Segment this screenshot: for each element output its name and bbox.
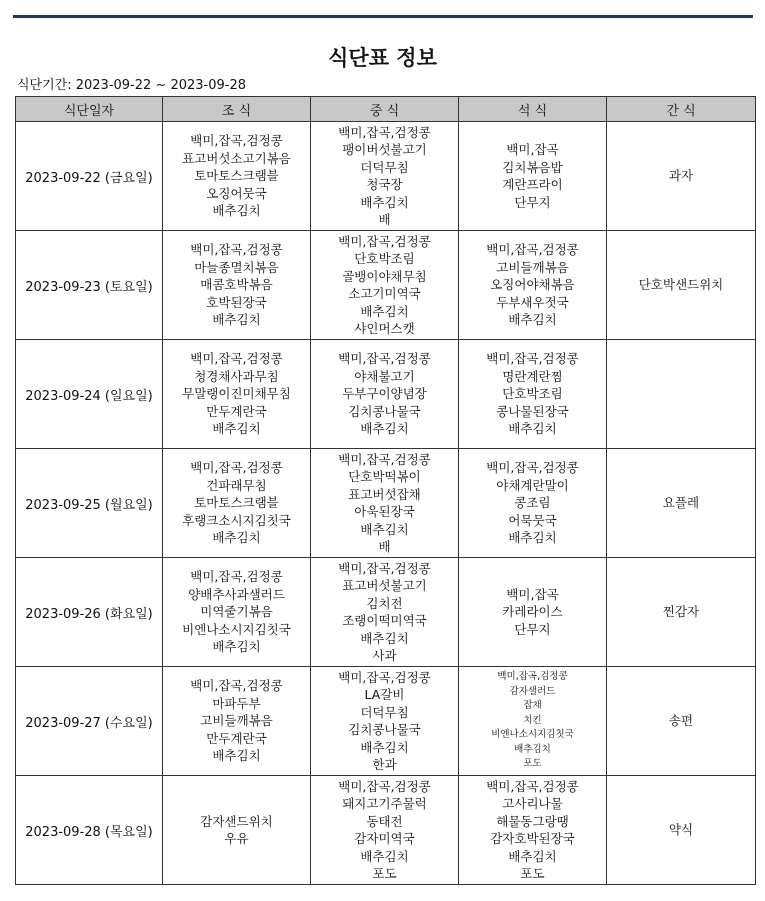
table-row [16, 231, 756, 340]
menu-item: 배추김치 [360, 630, 409, 646]
menu-item: 백미,잡곡,검정콩 [486, 460, 579, 476]
menu-item: 배추김치 [360, 303, 409, 319]
menu-item: 배추김치 [508, 421, 557, 437]
menu-item: 백미,잡곡,검정콩 [338, 560, 431, 576]
header-date: 식단일자 [16, 97, 163, 122]
menu-item: 비엔나소시지김칫국 [491, 729, 574, 741]
menu-item: 백미,잡곡,검정콩 [190, 133, 283, 149]
menu-item: 콩조림 [514, 495, 551, 511]
menu-item: 호박된장국 [206, 294, 267, 310]
menu-item: 토마토스크램블 [194, 168, 279, 184]
menu-item: 두부새우젓국 [496, 294, 569, 310]
menu-item: 백미,잡곡,검정콩 [338, 351, 431, 367]
cell-snack [607, 231, 756, 340]
cell-lunch [311, 231, 459, 340]
cell-snack [607, 776, 756, 885]
menu-item: 배추김치 [360, 739, 409, 755]
cell-snack [607, 558, 756, 667]
cell-date: 2023-09-24 (일요일) [16, 340, 163, 449]
menu-item: 오징어뭇국 [206, 185, 267, 201]
header-breakfast: 조 식 [163, 97, 311, 122]
menu-item: 백미,잡곡,검정콩 [190, 569, 283, 585]
menu-item: 배추김치 [508, 530, 557, 546]
menu-item: 포도 [520, 866, 545, 881]
menu-item: 단호박샌드위치 [638, 277, 724, 293]
table-row [16, 558, 756, 667]
header-lunch: 중 식 [311, 97, 459, 122]
cell-breakfast [163, 776, 311, 885]
cell-dinner [459, 667, 607, 776]
cell-lunch [311, 558, 459, 667]
menu-item: 백미,잡곡,검정콩 [338, 233, 431, 249]
menu-item: 청경채사과무침 [194, 368, 279, 384]
menu-item: 만두계란국 [206, 730, 267, 746]
menu-item: 백미,잡곡,검정콩 [190, 351, 283, 367]
menu-item: 단호박떡볶이 [348, 469, 421, 484]
menu-item: 사과 [372, 648, 397, 663]
menu-item: 배추김치 [212, 639, 261, 655]
menu-item: 돼지고기주물럭 [342, 796, 427, 811]
menu-item: 백미,잡곡,검정콩 [190, 678, 283, 694]
cell-date: 2023-09-27 (수요일) [16, 667, 163, 776]
menu-item: 오징어야채볶음 [490, 277, 575, 293]
menu-item: 배 [378, 212, 391, 227]
menu-item: 김치콩나물국 [348, 722, 421, 737]
menu-item: 표고버섯잡채 [348, 486, 421, 502]
cell-date: 2023-09-22 (금요일) [16, 122, 163, 231]
menu-item: 두부구이양념장 [342, 386, 427, 402]
cell-dinner [459, 558, 607, 667]
menu-item: 단호박조림 [502, 386, 563, 402]
menu-item: 감자샌드위치 [200, 813, 273, 829]
cell-lunch [311, 340, 459, 449]
menu-item: 백미,잡곡,검정콩 [190, 460, 283, 476]
cell-breakfast [163, 231, 311, 340]
menu-item: 요플레 [662, 495, 700, 511]
menu-item: 백미,잡곡,검정콩 [486, 778, 579, 794]
menu-item: 조랭이떡미역국 [342, 613, 427, 628]
cell-dinner [459, 449, 607, 558]
menu-item: 우유 [224, 831, 249, 846]
cell-breakfast [163, 449, 311, 558]
menu-item: 김치볶음밥 [502, 159, 563, 175]
menu-item: 배추김치 [360, 848, 409, 864]
menu-item: 콩나물된장국 [496, 403, 569, 419]
menu-item: 단무지 [514, 194, 551, 210]
menu-item: 포도 [523, 758, 542, 770]
cell-breakfast [163, 667, 311, 776]
menu-item: 샤인머스캣 [354, 321, 415, 336]
menu-item: 표고버섯불고기 [342, 578, 427, 593]
menu-item: 치킨 [523, 714, 542, 726]
menu-item: 카레라이스 [502, 604, 563, 620]
menu-item: 백미,잡곡,검정콩 [338, 451, 431, 467]
menu-item: 배추김치 [514, 743, 551, 755]
menu-item: 비엔나소시지김칫국 [182, 621, 291, 637]
menu-item: 한과 [372, 757, 397, 772]
table-row [16, 776, 756, 885]
menu-item: 해물동그랑땡 [496, 813, 569, 829]
menu-item: 배추김치 [360, 194, 409, 210]
menu-item: 백미,잡곡,검정콩 [486, 242, 579, 258]
menu-item: 배추김치 [508, 848, 557, 864]
menu-item: 감자미역국 [354, 831, 415, 846]
header-snack: 간 식 [607, 97, 756, 122]
table-row [16, 340, 756, 449]
cell-lunch [311, 122, 459, 231]
menu-item: LA갈비 [364, 687, 405, 702]
table-row [16, 122, 756, 231]
menu-item: 동태전 [366, 813, 403, 829]
menu-item: 배추김치 [212, 530, 261, 546]
menu-item: 김치전 [366, 595, 403, 611]
menu-item: 과자 [668, 168, 694, 184]
menu-item: 배추김치 [212, 421, 261, 437]
cell-breakfast [163, 122, 311, 231]
menu-item: 팽이버섯불고기 [342, 142, 427, 157]
cell-dinner [459, 776, 607, 885]
menu-item: 더덕무침 [360, 159, 409, 175]
menu-item: 김치콩나물국 [348, 403, 421, 419]
menu-item: 매콤호박볶음 [200, 277, 273, 293]
menu-item: 명란계란찜 [502, 368, 563, 384]
menu-item: 미역줄기볶음 [200, 604, 273, 620]
menu-item: 감자호박된장국 [490, 831, 575, 846]
menu-item: 감자샐러드 [509, 685, 556, 697]
table-row [16, 667, 756, 776]
menu-item: 백미,잡곡,검정콩 [338, 778, 431, 794]
menu-item: 약식 [668, 822, 694, 838]
menu-item: 야채불고기 [354, 368, 415, 384]
menu-item: 배추김치 [508, 312, 557, 328]
menu-item: 배 [378, 539, 391, 554]
menu-item: 포도 [372, 866, 397, 881]
header-dinner: 석 식 [459, 97, 607, 122]
menu-item: 소고기미역국 [348, 286, 421, 301]
cell-snack [607, 122, 756, 231]
cell-breakfast [163, 558, 311, 667]
menu-item: 단무지 [514, 621, 551, 637]
menu-item: 송편 [668, 713, 694, 729]
meal-table [15, 96, 756, 885]
menu-item: 배추김치 [212, 312, 261, 328]
cell-snack [607, 449, 756, 558]
menu-item: 고비들깨볶음 [200, 713, 273, 729]
menu-item: 백미,잡곡 [506, 586, 559, 602]
menu-item: 청국장 [366, 177, 403, 192]
menu-item: 잡채 [523, 700, 542, 712]
menu-item: 고사리나물 [502, 796, 563, 811]
menu-item: 계란프라이 [502, 177, 563, 192]
menu-item: 무말랭이진미채무침 [182, 386, 291, 402]
menu-item: 백미,잡곡,검정콩 [338, 124, 431, 140]
menu-item: 건파래무침 [206, 477, 267, 493]
menu-period: 식단기간: 2023-09-22 ~ 2023-09-28 [17, 78, 247, 93]
cell-date: 2023-09-26 (화요일) [16, 558, 163, 667]
cell-snack [607, 667, 756, 776]
menu-item: 배추김치 [360, 521, 409, 537]
cell-snack [607, 340, 756, 449]
menu-item: 더덕무침 [360, 704, 409, 720]
menu-item: 백미,잡곡,검정콩 [486, 351, 579, 367]
menu-item: 만두계란국 [206, 403, 267, 419]
menu-item: 고비들깨볶음 [496, 259, 569, 275]
menu-item: 어묵뭇국 [508, 512, 557, 528]
cell-lunch [311, 449, 459, 558]
menu-item: 백미,잡곡,검정콩 [190, 242, 283, 258]
menu-item: 후랭크소시지김칫국 [182, 512, 291, 528]
cell-date: 2023-09-28 (목요일) [16, 776, 163, 885]
cell-dinner [459, 122, 607, 231]
menu-item: 배추김치 [212, 203, 261, 219]
menu-item: 야채계란말이 [496, 477, 569, 493]
menu-item: 배추김치 [212, 748, 261, 764]
cell-dinner [459, 340, 607, 449]
top-divider [13, 15, 753, 18]
table-header-row [16, 97, 756, 122]
cell-breakfast [163, 340, 311, 449]
table-row [16, 449, 756, 558]
menu-item: 찐감자 [662, 604, 700, 620]
menu-item: 단호박조림 [354, 251, 415, 266]
cell-dinner [459, 231, 607, 340]
menu-item: 골뱅이야채무침 [342, 268, 427, 284]
cell-date: 2023-09-25 (월요일) [16, 449, 163, 558]
menu-item: 토마토스크램블 [194, 495, 279, 511]
menu-item: 마파두부 [212, 695, 261, 711]
menu-item: 표고버섯소고기볶음 [182, 150, 291, 166]
menu-item: 백미,잡곡,검정콩 [338, 669, 431, 685]
menu-item: 마늘종멸치볶음 [194, 259, 279, 275]
menu-item: 배추김치 [360, 421, 409, 437]
menu-item: 아욱된장국 [354, 504, 415, 519]
page-title: 식단표 정보 [328, 46, 437, 70]
menu-item: 양배추사과샐러드 [188, 586, 285, 602]
menu-item: 백미,잡곡 [506, 142, 559, 157]
menu-item: 백미,잡곡,검정콩 [497, 671, 568, 683]
cell-lunch [311, 667, 459, 776]
cell-date: 2023-09-23 (토요일) [16, 231, 163, 340]
cell-lunch [311, 776, 459, 885]
